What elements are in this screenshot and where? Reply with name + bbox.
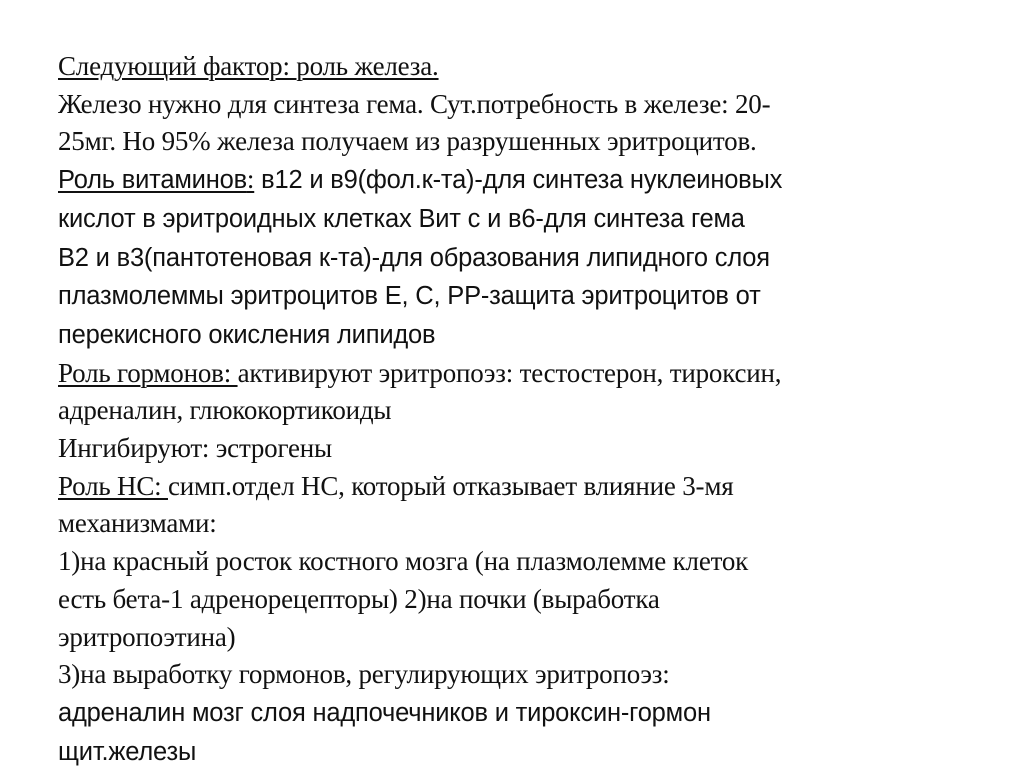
text-line <box>58 200 978 239</box>
body-text: активируют эритропоэз: тестостерон, тироксин, <box>237 357 782 388</box>
underlined-heading-text: Роль витаминов <box>58 166 247 195</box>
body-text: щит.железы <box>58 737 197 766</box>
body-text: кислот в эритроидных клетках Вит с и в6-для синтеза гема <box>58 204 745 233</box>
text-line <box>58 694 978 733</box>
text-line <box>58 86 978 124</box>
body-text: В2 и в3(пантотеновая к-та)-для образования липидного слоя <box>58 243 770 272</box>
body-text: есть бета-1 адренорецепторы) 2)на почки (выработка <box>58 583 660 614</box>
text-line <box>58 239 978 278</box>
text-line <box>58 392 978 430</box>
text-line <box>58 468 978 506</box>
underlined-heading-text: Следующий фактор: роль железа. <box>58 51 439 81</box>
body-text: 3)на выработку гормонов, регулирующих эритропоэз: <box>58 659 670 690</box>
text-line <box>58 581 978 619</box>
body-text: адреналин, глюкокортикоиды <box>58 395 392 426</box>
text-line <box>58 430 978 468</box>
text-line <box>58 656 978 694</box>
underlined-heading-text: Роль НС: <box>58 470 168 501</box>
body-text: плазмолеммы эритроцитов Е, С, РР-защита эритроцитов от <box>58 282 761 311</box>
text-line <box>58 161 978 200</box>
text-line <box>58 48 978 86</box>
text-line <box>58 505 978 543</box>
body-text: в12 и в9(фол.к-та)-для синтеза нуклеиновых <box>254 166 783 195</box>
body-text: эритропоэтина) <box>58 621 236 652</box>
underlined-heading-text: Роль гормонов: <box>58 357 238 388</box>
text-line <box>58 277 978 316</box>
body-text: Железо нужно для синтеза гема. Сут.потребность в железе: 20- <box>58 88 771 119</box>
text-line <box>58 543 978 581</box>
body-text: Ингибируют: эстрогены <box>58 433 332 464</box>
text-line <box>58 355 978 393</box>
body-text: симп.отдел НС, который отказывает влияние 3-мя <box>167 470 734 501</box>
body-text: механизмами: <box>58 508 217 539</box>
underlined-heading-text: : <box>246 164 255 195</box>
body-text: перекисного окисления липидов <box>58 320 436 349</box>
slide-text-block <box>58 48 978 767</box>
body-text: 1)на красный росток костного мозга (на плазмолемме клеток <box>58 546 749 577</box>
body-text: 25мг. Но 95% железа получаем из разрушенных эритроцитов. <box>58 126 757 157</box>
text-line <box>58 316 978 355</box>
text-line <box>58 123 978 161</box>
body-text: адреналин мозг слоя надпочечников и тироксин-гормон <box>58 698 711 727</box>
text-line <box>58 733 978 767</box>
text-line <box>58 619 978 657</box>
